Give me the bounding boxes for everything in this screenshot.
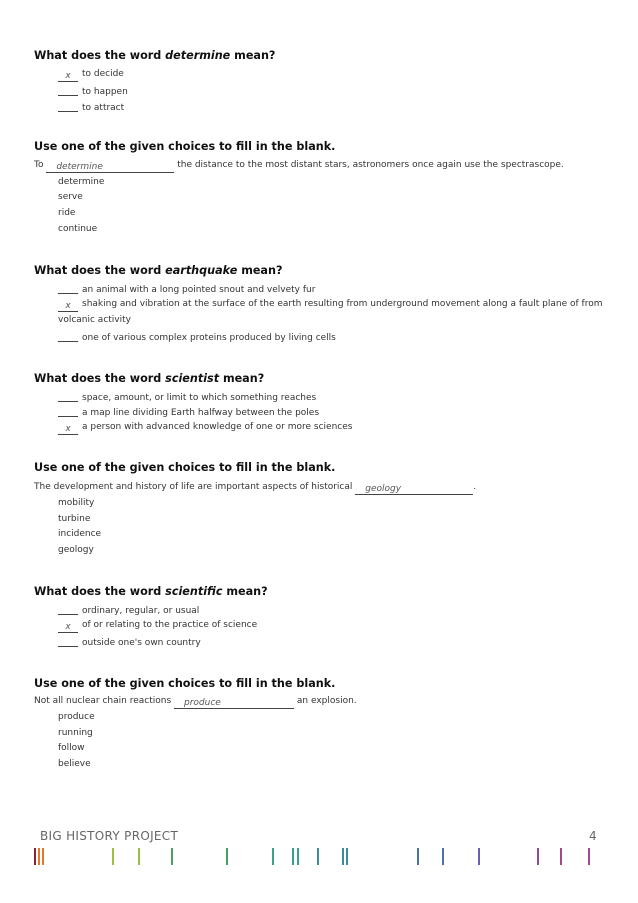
question-3-option-3: one of various complex proteins produced by living cells [58, 331, 336, 343]
choice-item: follow [58, 743, 85, 753]
color-bar [297, 848, 299, 865]
answer-blank: x [58, 424, 78, 435]
question-2-heading: Use one of the given choices to fill in the blank. [34, 140, 336, 153]
question-1-option-3: to attract [58, 101, 124, 113]
question-7-sentence: Not all nuclear chain reactions produce an explosion. [34, 696, 357, 708]
answer-blank [58, 604, 78, 615]
answer-blank: x [58, 71, 78, 82]
question-7-heading: Use one of the given choices to fill in the blank. [34, 677, 336, 690]
question-1-option-1: x to decide [58, 69, 124, 82]
fill-blank: produce [174, 698, 294, 709]
fill-blank: determine [46, 162, 174, 173]
question-4-option-2: a map line dividing Earth halfway between the poles [58, 406, 319, 418]
answer-blank: x [58, 622, 78, 633]
answer-blank [58, 101, 78, 112]
color-bar [537, 848, 539, 865]
question-6-term: scientific [165, 585, 223, 598]
question-1-heading: What does the word determine mean? [34, 49, 276, 62]
question-6-option-2: x of or relating to the practice of science [58, 620, 257, 633]
question-4-option-1: space, amount, or limit to which something reaches [58, 391, 316, 403]
answer-blank [58, 406, 78, 417]
color-bar [588, 848, 590, 865]
answer-blank [58, 331, 78, 342]
color-bar [34, 848, 36, 865]
color-bar [42, 848, 44, 865]
question-3-term: earthquake [165, 264, 238, 277]
color-bar [292, 848, 294, 865]
question-5-heading: Use one of the given choices to fill in the blank. [34, 461, 336, 474]
choice-item: continue [58, 224, 98, 234]
color-bar [138, 848, 140, 865]
page-number: 4 [589, 829, 597, 843]
choice-item: turbine [58, 514, 91, 524]
answer-blank: x [58, 301, 78, 312]
color-bar [442, 848, 444, 865]
question-4-term: scientist [165, 372, 220, 385]
question-6-heading: What does the word scientific mean? [34, 585, 268, 598]
choice-item: mobility [58, 498, 95, 508]
color-bar [346, 848, 348, 865]
choice-item: believe [58, 759, 91, 769]
color-bar [171, 848, 173, 865]
footer-title: BIG HISTORY PROJECT [40, 829, 179, 843]
question-6-option-1: ordinary, regular, or usual [58, 604, 199, 616]
question-5-sentence: The development and history of life are important aspects of historical geology . [34, 482, 477, 494]
color-bar [417, 848, 419, 865]
color-bar [560, 848, 562, 865]
color-bar [478, 848, 480, 865]
color-bar [38, 848, 40, 865]
choice-item: determine [58, 177, 105, 187]
question-3-option-1: an animal with a long pointed snout and velvety fur [58, 283, 315, 295]
choice-item: geology [58, 545, 94, 555]
choice-item: incidence [58, 529, 102, 539]
question-1-option-2: to happen [58, 85, 128, 97]
question-3-heading: What does the word earthquake mean? [34, 264, 283, 277]
color-bar [226, 848, 228, 865]
color-bar [317, 848, 319, 865]
fill-blank: geology [355, 484, 473, 495]
question-1-term: determine [165, 49, 231, 62]
choice-item: ride [58, 208, 76, 218]
color-bar [342, 848, 344, 865]
question-2-sentence: To determine the distance to the most distant stars, astronomers once again use the spectrascope. [34, 160, 564, 172]
question-3-option-2: x shaking and vibration at the surface of the earth resulting from underground movement along a fault plane of from volcanic activity [58, 299, 603, 325]
answer-blank [58, 283, 78, 294]
color-bar [112, 848, 114, 865]
answer-blank [58, 85, 78, 96]
choice-item: produce [58, 712, 95, 722]
question-4-option-3: x a person with advanced knowledge of one or more sciences [58, 422, 352, 435]
choice-item: serve [58, 192, 83, 202]
color-bar [272, 848, 274, 865]
answer-blank [58, 636, 78, 647]
question-4-heading: What does the word scientist mean? [34, 372, 265, 385]
answer-blank [58, 391, 78, 402]
choice-item: running [58, 728, 93, 738]
question-6-option-3: outside one's own country [58, 636, 201, 648]
